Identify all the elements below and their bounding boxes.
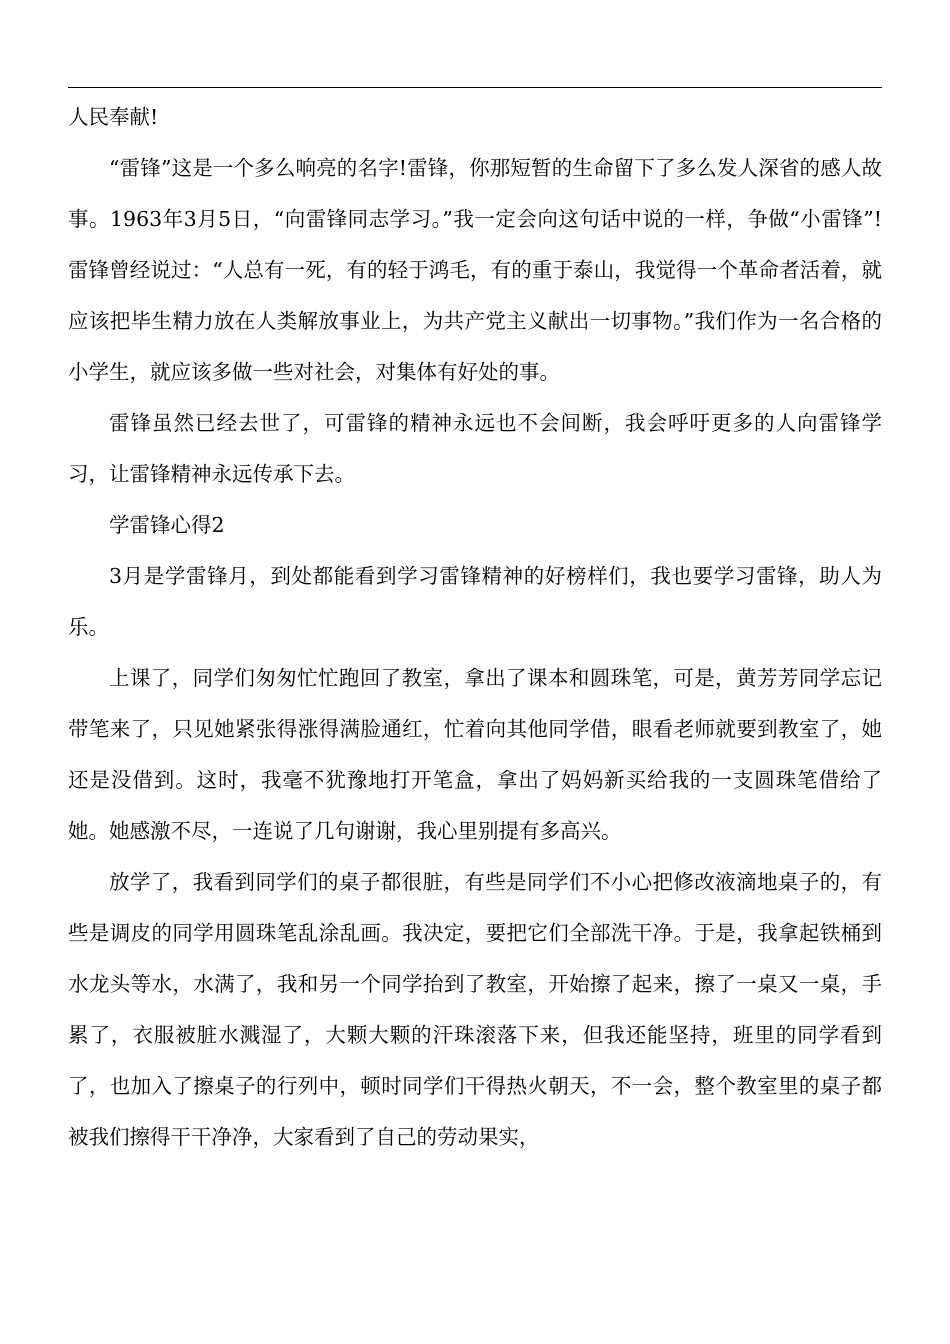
- paragraph-3: 雷锋虽然已经去世了，可雷锋的精神永远也不会间断，我会呼吁更多的人向雷锋学习，让雷锋精神永远传承下去。: [68, 411, 882, 486]
- paragraph-2: “雷锋”这是一个多么响亮的名字!雷锋，你那短暂的生命留下了多么发人深省的感人故事。1963年3月5日，“向雷锋同志学习。”我一定会向这句话中说的一样，争做“小雷锋”!雷锋曾经说过：“人总有一死，有的轻于鸿毛，有的重于泰山，我觉得一个革命者活着，就应该把毕生精力放在人类解放事业上，为共产党主义献出一切事物。”我们作为一名合格的小学生，就应该多做一些对社会，对集体有好处的事。: [68, 156, 882, 384]
- section-heading: 学雷锋心得2: [109, 513, 225, 537]
- paragraph-4: 3月是学雷锋月，到处都能看到学习雷锋精神的好榜样们，我也要学习雷锋，助人为乐。: [68, 564, 882, 639]
- document-body: [68, 92, 882, 1163]
- paragraph-5: 上课了，同学们匆匆忙忙跑回了教室，拿出了课本和圆珠笔，可是，黄芳芳同学忘记带笔来了，只见她紧张得涨得满脸通红，忙着向其他同学借，眼看老师就要到教室了，她还是没借到。这时，我毫不犹豫地打开笔盒，拿出了妈妈新买给我的一支圆珠笔借给了她。她感激不尽，一连说了几句谢谢，我心里别提有多高兴。: [68, 666, 882, 843]
- header-rule: [68, 87, 882, 88]
- paragraph-1: 人民奉献!: [68, 105, 159, 129]
- paragraph-6: 放学了，我看到同学们的桌子都很脏，有些是同学们不小心把修改液滴地桌子的，有些是调皮的同学用圆珠笔乱涂乱画。我决定，要把它们全部洗干净。于是，我拿起铁桶到水龙头等水，水满了，我和另一个同学抬到了教室，开始擦了起来，擦了一桌又一桌，手累了，衣服被脏水溅湿了，大颗大颗的汗珠滚落下来，但我还能坚持，班里的同学看到了，也加入了擦桌子的行列中，顿时同学们干得热火朝天，不一会，整个教室里的桌子都被我们擦得干干净净，大家看到了自己的劳动果实，: [68, 870, 882, 1149]
